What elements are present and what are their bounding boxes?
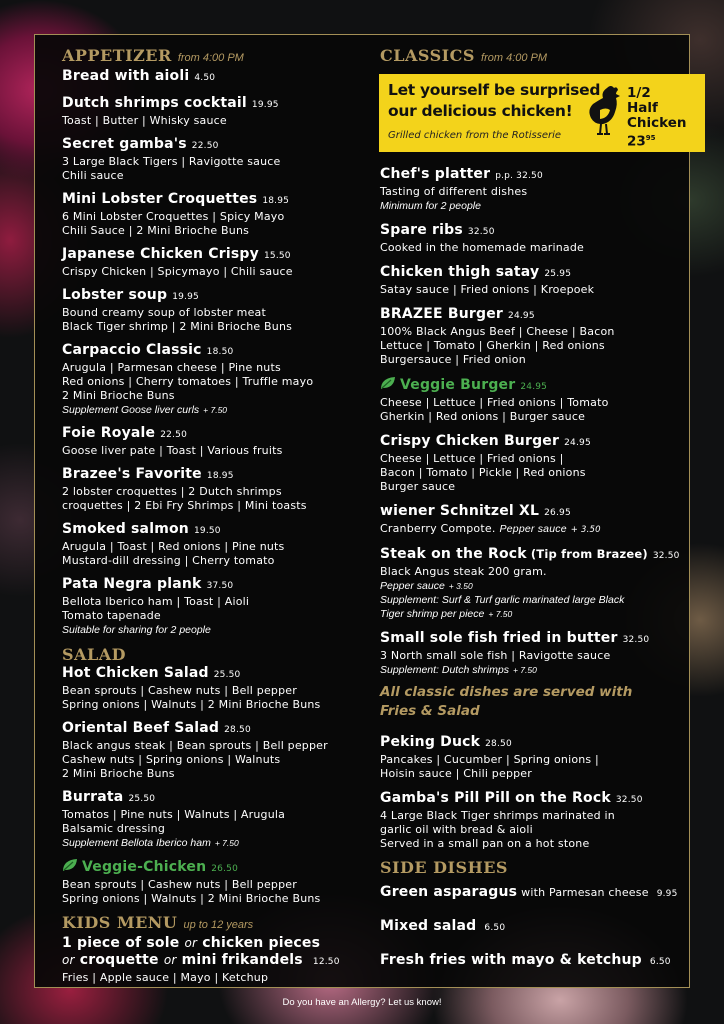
item-title: Pata Negra plank — [62, 576, 202, 592]
item-name — [380, 884, 710, 903]
item-title: Brazee's Favorite — [62, 466, 202, 482]
item-description: Served in a small pan on a hot stone — [380, 837, 590, 850]
item-price: 32.50 — [622, 635, 650, 645]
item-price: 18.95 — [262, 196, 290, 206]
menu-item — [380, 952, 710, 971]
item-note-price: + 3.50 — [448, 581, 473, 591]
item-description: Balsamic dressing — [62, 822, 166, 835]
item-note-row — [62, 623, 352, 637]
item-title: Steak on the Rock — [380, 546, 527, 562]
item-title: Hot Chicken Salad — [62, 665, 209, 681]
item-price: 28.50 — [485, 739, 512, 749]
item-price: 6.50 — [649, 957, 671, 967]
item-price: 25.50 — [128, 794, 156, 804]
item-price: 22.50 — [160, 430, 188, 440]
item-name — [380, 952, 710, 971]
item-description: Satay sauce | Fried onions | Kroepoek — [380, 283, 595, 296]
item-note: Supplement: Dutch shrimps — [380, 664, 509, 676]
item-title: Japanese Chicken Crispy — [62, 246, 259, 262]
menu-item — [380, 503, 710, 537]
item-title: Gamba's Pill Pill on the Rock — [380, 790, 611, 806]
item-note-row — [380, 199, 710, 213]
appetizer-list — [62, 68, 352, 637]
salad-list — [62, 665, 352, 906]
item-title: Dutch shrimps cocktail — [62, 95, 247, 111]
item-description: Cashew nuts | Spring onions | Walnuts — [62, 753, 281, 766]
item-price: 18.95 — [206, 471, 234, 481]
menu-item — [380, 433, 710, 494]
item-note: Supplement: Surf & Turf garlic marinated large Black — [380, 594, 625, 606]
item-description: Pancakes | Cucumber | Spring onions | — [380, 753, 599, 766]
item-description: 2 Mini Brioche Buns — [62, 767, 175, 780]
classics-title: CLASSICS — [380, 46, 475, 65]
item-name — [62, 425, 352, 444]
menu-item — [62, 287, 352, 334]
item-price: 26.50 — [211, 864, 239, 874]
item-note: Minimum for 2 people — [380, 200, 481, 212]
item-title: Burrata — [62, 789, 124, 805]
item-price: 32.50 — [615, 795, 643, 805]
kids-price: 12.50 — [312, 957, 340, 967]
item-title: Chicken thigh satay — [380, 264, 540, 280]
item-price: 32.50 — [467, 227, 495, 237]
menu-item — [62, 425, 352, 458]
item-price: 32.50 — [516, 171, 543, 181]
item-name — [62, 521, 352, 540]
menu-item — [62, 246, 352, 279]
item-note-row — [62, 403, 352, 417]
item-description: 4 Large Black Tiger shrimps marinated in — [380, 809, 615, 822]
menu-item — [62, 789, 352, 850]
item-note-row — [380, 579, 710, 593]
menu-item — [62, 576, 352, 637]
item-note: Pepper sauce — [380, 580, 445, 592]
item-title: Veggie Burger — [400, 377, 516, 393]
item-name — [62, 191, 352, 210]
item-price: 19.95 — [251, 100, 279, 110]
menu-item — [380, 918, 710, 937]
item-note-row — [62, 836, 352, 850]
item-description: Toast | Butter | Whisky sauce — [62, 114, 227, 127]
item-title: Bread with aioli — [62, 68, 190, 84]
menu-item — [380, 790, 710, 851]
item-description: Black Angus steak 200 gram. — [380, 565, 547, 578]
item-title: BRAZEE Burger — [380, 306, 504, 322]
item-description: Bound creamy soup of lobster meat — [62, 306, 267, 319]
kids-description: Fries | Apple sauce | Mayo | Ketchup — [62, 971, 269, 984]
item-description: 2 lobster croquettes | 2 Dutch shrimps — [62, 485, 282, 498]
item-note-row — [380, 663, 710, 677]
kids-option-croquette: croquette — [79, 952, 159, 968]
item-description: Cheese | Lettuce | Fried onions | — [380, 452, 564, 465]
item-description: Cooked in the homemade marinade — [380, 241, 585, 254]
item-price: 37.50 — [206, 581, 234, 591]
item-price: 6.50 — [484, 923, 506, 933]
item-price: 25.50 — [213, 670, 241, 680]
item-description: Crispy Chicken | Spicymayo | Chili sauce — [62, 265, 293, 278]
item-description: 3 Large Black Tigers | Ravigotte sauce — [62, 155, 281, 168]
item-description: Arugula | Parmesan cheese | Pine nuts — [62, 361, 281, 374]
item-title: Mini Lobster Croquettes — [62, 191, 258, 207]
item-name — [380, 433, 710, 452]
item-title: Carpaccio Classic — [62, 342, 202, 358]
item-note: Pepper sauce — [499, 523, 567, 535]
item-description: croquettes | 2 Ebi Fry Shrimps | Mini toasts — [62, 499, 307, 512]
item-description: Spring onions | Walnuts | 2 Mini Brioche Buns — [62, 698, 321, 711]
item-description: Gherkin | Red onions | Burger sauce — [380, 410, 586, 423]
classic-note-line: Fries & Salad — [380, 703, 480, 719]
menu-item — [380, 884, 710, 903]
item-title: Foie Royale — [62, 425, 156, 441]
item-price: 32.50 — [652, 551, 680, 561]
item-price: 26.95 — [544, 508, 571, 518]
promo-fraction: 1/2 — [627, 85, 651, 101]
item-description: Arugula | Toast | Red onions | Pine nuts — [62, 540, 285, 553]
appetizer-title: APPETIZER — [62, 46, 172, 65]
menu-item — [380, 166, 710, 213]
item-price: 25.95 — [544, 269, 572, 279]
item-title: Green asparagus — [380, 884, 518, 900]
salad-title: SALAD — [62, 645, 127, 664]
item-price: 22.50 — [191, 141, 219, 151]
leaf-icon — [62, 858, 78, 872]
kids-or: or — [62, 953, 75, 967]
item-note-price: + 7.50 — [512, 665, 537, 675]
item-note: Supplement Bellota Iberico ham — [62, 837, 211, 849]
item-name — [62, 789, 352, 808]
item-description: Spring onions | Walnuts | 2 Mini Brioche Buns — [62, 892, 321, 905]
item-title: Mixed salad — [380, 918, 477, 934]
item-description: 2 Mini Brioche Buns — [62, 389, 175, 402]
item-description: Black angus steak | Bean sprouts | Bell pepper — [62, 739, 328, 752]
menu-item — [62, 720, 352, 781]
item-name — [380, 546, 710, 565]
item-description: Hoisin sauce | Chili pepper — [380, 767, 532, 780]
menu-item — [380, 376, 710, 424]
promo-offer — [627, 86, 705, 150]
item-price-prefix: p.p. — [495, 171, 514, 181]
side-dishes-title: SIDE DISHES — [380, 858, 508, 877]
item-name — [62, 466, 352, 485]
item-description: Lettuce | Tomato | Gherkin | Red onions — [380, 339, 605, 352]
item-description: Goose liver pate | Toast | Various fruits — [62, 444, 283, 457]
item-note: Tiger shrimp per piece — [380, 608, 485, 620]
kids-subtitle: up to 12 years — [183, 919, 254, 931]
item-description: Burger sauce — [380, 480, 456, 493]
item-name — [380, 222, 710, 241]
item-description: Bellota Iberico ham | Toast | Aioli — [62, 595, 250, 608]
item-title: Chef's platter — [380, 166, 491, 182]
item-name — [380, 264, 710, 283]
item-description: Bean sprouts | Cashew nuts | Bell pepper — [62, 878, 297, 891]
item-name — [380, 790, 710, 809]
menu-item — [62, 95, 352, 128]
classics-subtitle: from 4:00 PM — [481, 52, 548, 64]
classics-list-2 — [380, 734, 710, 851]
item-description: Burgersauce | Fried onion — [380, 353, 526, 366]
menu-item — [62, 191, 352, 238]
menu-item — [62, 68, 352, 87]
item-title: Smoked salmon — [62, 521, 189, 537]
kids-or: or — [163, 953, 177, 967]
item-description: Red onions | Cherry tomatoes | Truffle mayo — [62, 375, 314, 388]
item-price: 4.50 — [194, 73, 216, 83]
item-description: Bacon | Tomato | Pickle | Red onions — [380, 466, 586, 479]
kids-option-chicken: chicken pieces — [202, 935, 321, 951]
item-title: Peking Duck — [380, 734, 481, 750]
item-name — [380, 306, 710, 325]
promo-price-main: 23 — [627, 133, 646, 150]
kids-item — [62, 935, 352, 985]
menu-item — [380, 630, 710, 677]
item-extra: with Parmesan cheese — [521, 886, 649, 899]
item-description: 100% Black Angus Beef | Cheese | Bacon — [380, 325, 615, 338]
item-name — [62, 720, 352, 739]
kids-option-sole: 1 piece of sole — [62, 935, 180, 951]
item-name — [62, 342, 352, 361]
item-title: Veggie-Chicken — [82, 859, 207, 875]
menu-item — [62, 342, 352, 417]
item-price: 24.95 — [508, 311, 535, 321]
item-title: wiener Schnitzel XL — [380, 503, 540, 519]
menu-item — [62, 858, 352, 906]
item-name — [62, 665, 352, 684]
appetizer-heading — [62, 46, 352, 68]
item-note-row — [380, 593, 710, 607]
item-name — [62, 576, 352, 595]
item-name — [380, 503, 710, 522]
item-description-text: Cranberry Compote. — [380, 522, 496, 535]
menu-item — [380, 264, 710, 297]
item-price: 28.50 — [224, 725, 251, 735]
menu-item — [62, 521, 352, 568]
item-price: 9.95 — [656, 889, 678, 899]
item-description: Tomatos | Pine nuts | Walnuts | Arugula — [62, 808, 286, 821]
item-name — [380, 918, 710, 937]
classic-sides-note — [380, 683, 710, 721]
item-name — [380, 734, 710, 753]
menu-item — [380, 222, 710, 255]
kids-line-1 — [62, 935, 352, 952]
item-name — [62, 858, 352, 878]
item-note-price: + 3.50 — [570, 525, 601, 535]
item-price: 19.50 — [193, 526, 221, 536]
classic-note-line: All classic dishes are served with — [380, 684, 633, 700]
menu-item — [380, 734, 710, 781]
item-name — [62, 287, 352, 306]
menu-item — [380, 546, 710, 621]
side-dishes-list — [380, 884, 710, 971]
item-note-price: + 7.50 — [214, 838, 239, 848]
side-dishes-heading — [380, 858, 710, 878]
item-title: Crispy Chicken Burger — [380, 433, 560, 449]
kids-option-frikandels: mini frikandels — [181, 952, 303, 968]
promo-price-cents: 95 — [645, 134, 656, 142]
item-description: Chili Sauce | 2 Mini Brioche Buns — [62, 224, 250, 237]
item-description: Bean sprouts | Cashew nuts | Bell pepper — [62, 684, 297, 697]
classics-list — [380, 166, 710, 677]
item-price: 15.50 — [263, 251, 291, 261]
leaf-icon — [380, 376, 396, 390]
left-column — [62, 46, 352, 985]
kids-or: or — [184, 936, 198, 950]
item-note-row — [380, 607, 710, 621]
item-description: Tasting of different dishes — [380, 185, 528, 198]
item-name — [380, 376, 710, 396]
item-description: Tomato tapenade — [62, 609, 161, 622]
kids-title: KIDS MENU — [62, 913, 178, 932]
item-title: Secret gamba's — [62, 136, 187, 152]
item-description: Chili sauce — [62, 169, 124, 182]
item-description: Cheese | Lettuce | Fried onions | Tomato — [380, 396, 609, 409]
item-description: 3 North small sole fish | Ravigotte sauce — [380, 649, 611, 662]
item-name — [62, 136, 352, 155]
item-name — [62, 95, 352, 114]
item-title: Fresh fries with mayo & ketchup — [380, 952, 642, 968]
promo-subtitle: Grilled chicken from the Rotisserie — [388, 130, 562, 141]
item-name — [62, 246, 352, 265]
menu-item — [62, 665, 352, 712]
item-description — [380, 522, 710, 537]
item-note: Suitable for sharing for 2 people — [62, 624, 211, 636]
item-name — [380, 630, 710, 649]
allergy-footer: Do you have an Allergy? Let us know! — [282, 997, 442, 1008]
promo-headline-1: Let yourself be surprised — [388, 81, 601, 99]
menu-item — [62, 466, 352, 513]
item-title-extra: (Tip from Brazee) — [530, 547, 648, 561]
item-price: 24.95 — [520, 382, 548, 392]
chicken-icon — [587, 84, 623, 140]
item-description: 6 Mini Lobster Croquettes | Spicy Mayo — [62, 210, 285, 223]
right-column — [380, 46, 710, 971]
item-title: Oriental Beef Salad — [62, 720, 220, 736]
item-price: 18.50 — [206, 347, 234, 357]
item-title: Spare ribs — [380, 222, 463, 238]
item-description: Black Tiger shrimp | 2 Mini Brioche Buns — [62, 320, 293, 333]
chicken-promo-banner — [379, 74, 705, 152]
item-name — [380, 166, 710, 185]
menu-item — [380, 306, 710, 367]
item-description: Mustard-dill dressing | Cherry tomato — [62, 554, 275, 567]
kids-heading — [62, 913, 352, 935]
menu-item — [62, 136, 352, 183]
item-note-price: + 7.50 — [203, 405, 228, 415]
promo-price — [627, 131, 705, 150]
item-title: Small sole fish fried in butter — [380, 630, 618, 646]
item-price: 19.95 — [172, 292, 199, 302]
salad-heading — [62, 645, 352, 665]
item-name — [62, 68, 352, 87]
item-description: garlic oil with bread & aioli — [380, 823, 533, 836]
item-title: Lobster soup — [62, 287, 168, 303]
item-price: 24.95 — [564, 438, 591, 448]
kids-line-2 — [62, 952, 352, 971]
item-note-price: + 7.50 — [488, 609, 513, 619]
appetizer-subtitle: from 4:00 PM — [177, 52, 244, 64]
classics-heading — [380, 46, 710, 68]
promo-headline-2: our delicious chicken! — [388, 102, 573, 120]
item-note: Supplement Goose liver curls — [62, 404, 200, 416]
promo-half-chicken: Half Chicken — [627, 100, 687, 131]
